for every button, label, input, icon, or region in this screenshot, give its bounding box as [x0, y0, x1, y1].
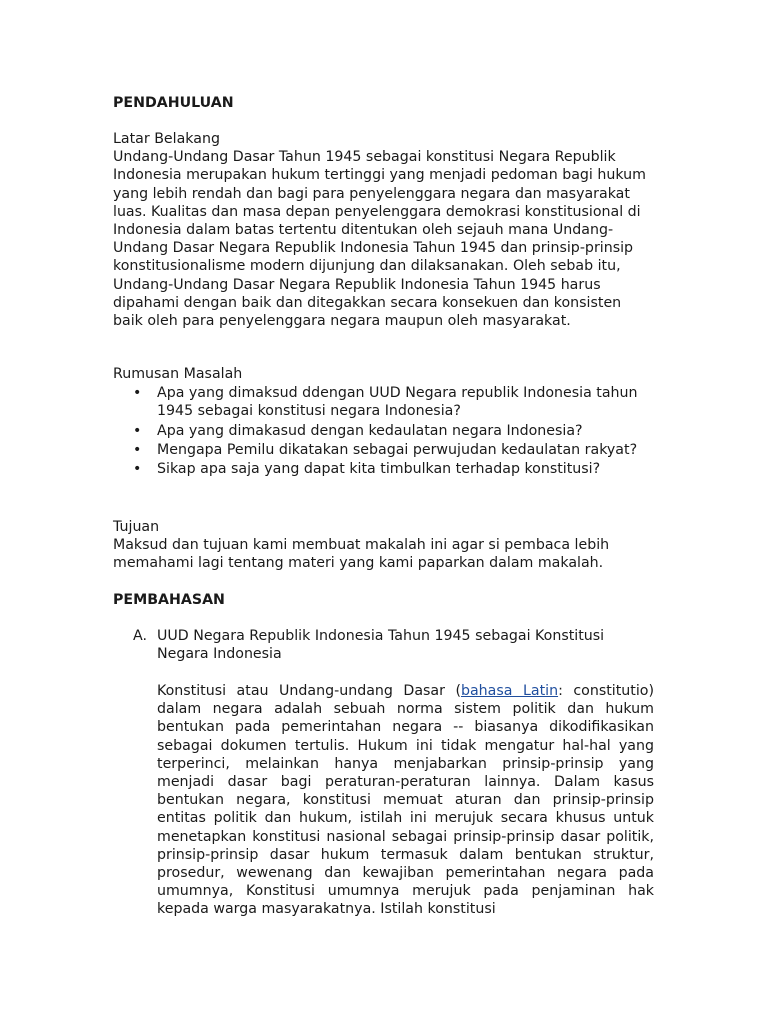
list-item: • Apa yang dimaksud ddengan UUD Negara republik Indonesia tahun 1945 sebagai konstitusi negara Indonesia?: [113, 384, 653, 420]
list-item: • Sikap apa saja yang dapat kita timbulkan terhadap konstitusi?: [113, 460, 653, 478]
problem-section: [113, 365, 653, 478]
background-section: [113, 130, 653, 330]
paragraph-text-rest: : constitutio) dalam negara adalah sebuah norma sistem politik dan hukum bentukan pada pemerintahan negara -- biasanya dikodifikasikan sebagai dokumen tertulis. Hukum ini tidak mengatur hal-hal yang terperinci, melainkan hanya menjabarkan prinsip-prinsip yang menjadi dasar bagi peraturan-peraturan lainnya. Dalam kasus bentukan negara, konstitusi memuat aturan dan prinsip-prinsip entitas politik dan hukum, istilah ini merujuk secara khusus untuk menetapkan konstitusi nasional sebagai prinsip-prinsip dasar politik, prinsip-prinsip dasar hukum termasuk dalam bentukan struktur, prosedur, wewenang dan kewajiban pemerintahan negara pada umumnya, Konstitusi umumnya merujuk pada penjaminan hak kepada warga masyarakatnya. Istilah konstitusi: [157, 683, 654, 918]
section-a-marker: A.: [133, 628, 147, 644]
paragraph-text-start: Konstitusi atau Undang-undang Dasar (: [157, 683, 461, 699]
background-text: Undang-Undang Dasar Tahun 1945 sebagai konstitusi Negara Republik Indonesia merupakan hukum tertinggi yang menjadi pedoman bagi hukum yang lebih rendah dan bagi para penyelenggara negara dan masyarakat luas. Kualitas dan masa depan penyelenggara demokrasi konstitusional di Indonesia dalam batas tertentu ditentukan oleh sejauh mana Undang-Undang Dasar Negara Republik Indonesia Tahun 1945 dan prinsip-prinsip konstitusionalisme modern dijunjung dan dilaksanakan. Oleh sebab itu, Undang-Undang Dasar Negara Republik Indonesia Tahun 1945 harus dipahami dengan baik dan ditegakkan secara konsekuen dan konsisten baik oleh para penyelenggara negara maupun oleh masyarakat.: [113, 149, 646, 330]
section-a-title: UUD Negara Republik Indonesia Tahun 1945 sebagai Konstitusi Negara Indonesia: [157, 628, 605, 663]
section-a-paragraph: [157, 682, 654, 919]
intro-heading: PENDAHULUAN: [113, 95, 234, 111]
discussion-heading: PEMBAHASAN: [113, 592, 225, 608]
section-a: [113, 627, 653, 663]
goal-title: Tujuan: [113, 519, 160, 535]
list-item: • Mengapa Pemilu dikatakan sebagai perwujudan kedaulatan rakyat?: [113, 441, 653, 459]
problem-title: Rumusan Masalah: [113, 366, 243, 382]
problem-list: [113, 384, 653, 478]
bahasa-latin-link[interactable]: bahasa Latin: [460, 683, 559, 699]
background-title: Latar Belakang: [113, 131, 220, 147]
section-a-body: [157, 682, 654, 919]
goal-section: [113, 518, 653, 573]
list-item: • Apa yang dimakasud dengan kedaulatan negara Indonesia?: [113, 422, 653, 440]
goal-text: Maksud dan tujuan kami membuat makalah ini agar si pembaca lebih memahami lagi tentang materi yang kami paparkan dalam makalah.: [113, 537, 610, 572]
section-a-heading: [113, 627, 653, 663]
